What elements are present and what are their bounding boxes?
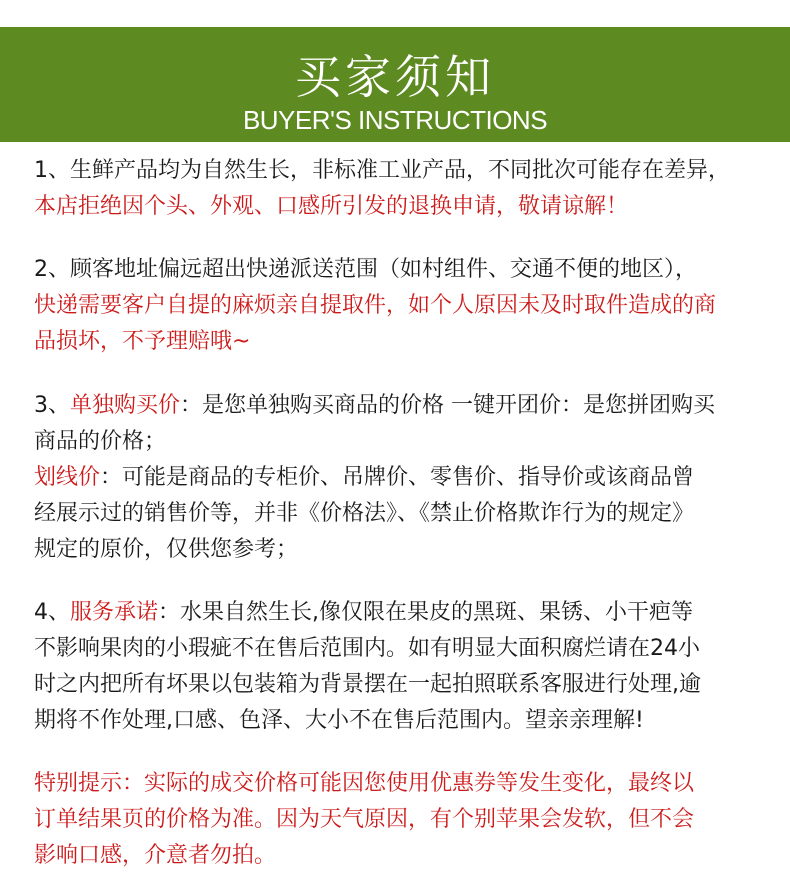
strikethrough-price-label: 划线价: [34, 465, 101, 490]
instruction-3-line-3: [34, 460, 774, 496]
special-notice-line-1: 特别提示：实际的成交价格可能因您使用优惠券等发生变化，最终以: [34, 771, 695, 796]
instruction-3-prefix: 3、: [34, 393, 70, 418]
instruction-1-line-1: 1、生鲜产品均为自然生长，非标准工业产品，不同批次可能存在差异，: [34, 158, 730, 183]
instruction-item-1: [34, 153, 774, 225]
instructions-content: [34, 153, 774, 874]
instruction-item-3: [34, 388, 774, 568]
header-banner: [0, 27, 790, 142]
instruction-3-text-2: ：可能是商品的专柜价、吊牌价、零售价、指导价或该商品曾: [100, 465, 695, 490]
instruction-3-line-4: 经展示过的销售价等，并非《价格法》、《禁止价格欺诈行为的规定》: [34, 501, 695, 526]
single-purchase-price-label: 单独购买价: [70, 393, 181, 418]
instruction-4-prefix: 4、: [34, 600, 70, 625]
instruction-4-line-1: [34, 595, 774, 631]
instruction-3-line-5: 规定的原价，仅供您参考；: [34, 537, 299, 562]
instruction-3-line-2: 商品的价格；: [34, 429, 167, 454]
special-notice-line-3: 影响口感，介意者勿拍。: [34, 843, 277, 868]
instruction-4-line-2: 不影响果肉的小瑕疵不在售后范围内。如有明显大面积腐烂请在24小: [34, 636, 700, 661]
special-notice: [34, 766, 774, 874]
instruction-item-2: [34, 252, 774, 360]
instruction-2-line-3: 品损坏，不予理赔哦~: [34, 329, 251, 354]
instruction-4-line-3: 时之内把所有坏果以包装箱为背景摆在一起拍照联系客服进行处理,逾: [34, 672, 701, 697]
instruction-item-4: [34, 595, 774, 739]
instruction-2-line-2: 快递需要客户自提的麻烦亲自提取件，如个人原因未及时取件造成的商: [34, 293, 717, 318]
page-title: 买家须知: [295, 50, 495, 104]
page-subtitle: BUYER'S INSTRUCTIONS: [242, 105, 548, 135]
special-notice-line-2: 订单结果页的价格为准。因为天气原因，有个别苹果会发软，但不会: [34, 807, 695, 832]
instruction-4-line-4: 期将不作处理,口感、色泽、大小不在售后范围内。望亲亲理解!: [34, 708, 644, 733]
service-promise-label: 服务承诺: [70, 600, 159, 625]
instruction-4-text-1: ：水果自然生长,像仅限在果皮的黑斑、果锈、小干疤等: [158, 600, 694, 625]
instruction-3-line-1: [34, 388, 774, 424]
instruction-3-text-1: ：是您单独购买商品的价格 一键开团价：是您拼团购买: [180, 393, 716, 418]
instruction-2-line-1: 2、顾客地址偏远超出快递派送范围（如村组件、交通不便的地区），: [34, 257, 697, 282]
instruction-1-line-2: 本店拒绝因个头、外观、口感所引发的退换申请，敬请谅解！: [34, 194, 629, 219]
